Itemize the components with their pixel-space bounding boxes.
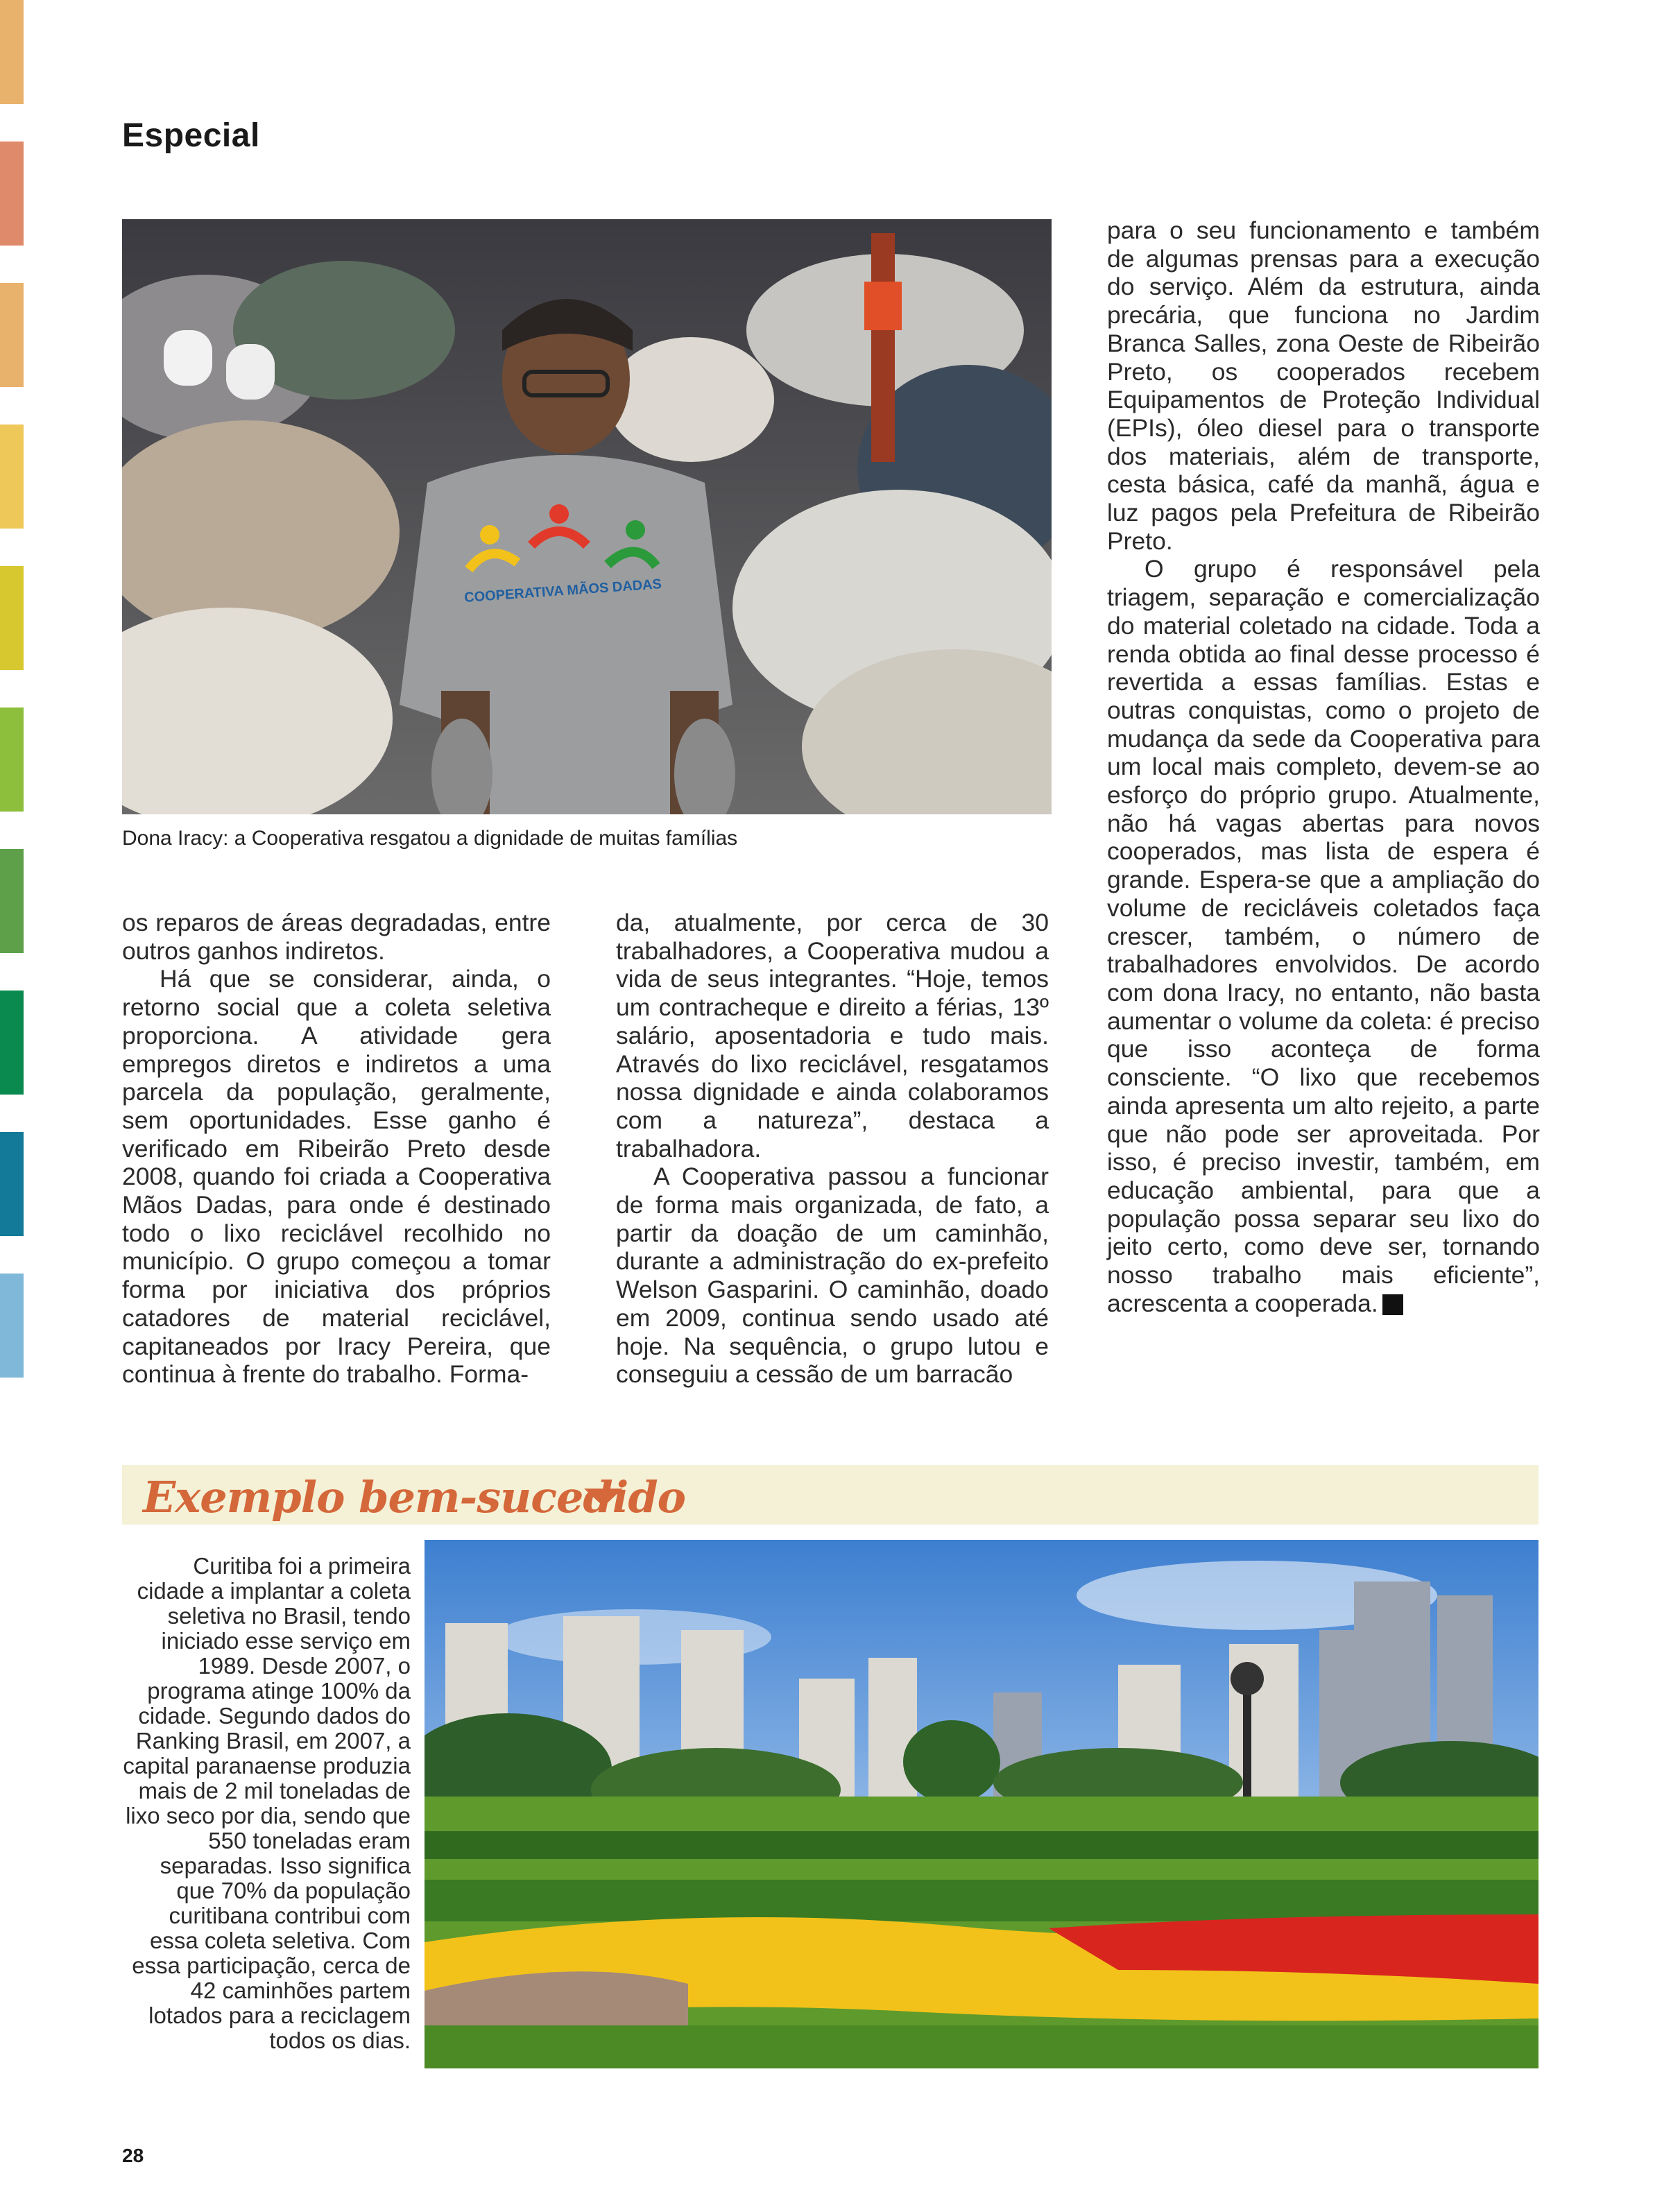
page-number: 28 [122, 2145, 144, 2166]
box-text: Curitiba foi a primeira cidade a implantar a coleta seletiva no Brasil, tendo iniciado esse serviço em 1989. Desde 2007, o programa atinge 100% da cidade. Segundo dados do Ranking Brasil, em 2007, a capital paranaense produzia mais de 2 mil toneladas de lixo seco por dia, sendo que 550 toneladas eram separadas. Isso significa que 70% da população curitibana contribui com essa coleta seletiva. Com essa participação, cerca de 42 caminhões partem lotados para a reciclagem todos os dias. [123, 1553, 411, 2053]
article-column-1 [122, 909, 551, 1389]
paragraph: A Cooperativa passou a funcionar de forma mais organizada, de fato, a partir da doação de um caminhão, durante a administração do ex-prefeito Welson Gasparini. O caminhão, doado em 2009, continua sendo usado até hoje. Na sequência, o grupo lutou e conseguiu a cessão de um barracão [616, 1163, 1049, 1389]
side-color-tab [0, 708, 24, 812]
side-color-tab [0, 849, 24, 953]
curitiba-photo [425, 1540, 1538, 2068]
paragraph: da, atualmente, por cerca de 30 trabalhadores, a Cooperativa mudou a vida de seus integrantes. “Hoje, temos um contracheque e direito a férias, 13º salário, aposentadoria e tudo mais. Através do lixo reciclável, resgatamos nossa dignidade e ainda colaboramos com a natureza”, destaca a trabalhadora. [616, 909, 1049, 1163]
article-column-2 [616, 909, 1049, 1389]
side-color-tab [0, 425, 24, 529]
side-color-tab [0, 283, 24, 387]
triangle-down-icon [584, 1489, 623, 1507]
section-label: Especial [122, 117, 260, 154]
side-color-tab [0, 991, 24, 1095]
box-banner [122, 1465, 1538, 1525]
top-photo [122, 219, 1052, 814]
side-color-tab [0, 1132, 24, 1236]
side-color-tab [0, 566, 24, 670]
paragraph: Há que se considerar, ainda, o retorno social que a coleta seletiva proporciona. A atividade gera empregos diretos e indiretos a uma parcela da população, geralmente, sem oportunidades. Esse ganho é verificado em Ribeirão Preto desde 2008, quando foi criada a Cooperativa Mãos Dadas, para onde é destinado todo o lixo reciclável recolhido no município. O grupo começou a tomar forma por iniciativa dos próprios catadores de material reciclável, capitaneados por Iracy Pereira, que continua à frente do trabalho. Forma- [122, 965, 551, 1389]
side-color-tab [0, 1274, 24, 1378]
box-title: Exemplo bem-sucedido [143, 1472, 686, 1523]
end-of-article-icon: r [1382, 1294, 1403, 1315]
side-color-tab [0, 0, 24, 104]
paragraph: para o seu funcionamento e também de algumas prensas para a execução do serviço. Além da estrutura, ainda precária, que funciona no Jardim Branca Salles, zona Oeste de Ribeirão Preto, os cooperados recebem Equipamentos de Proteção Individual (EPIs), óleo diesel para o transporte dos materiais, além de transporte, cesta básica, café da manhã, água e luz pagos pela Prefeitura de Ribeirão Preto. [1107, 216, 1540, 555]
side-color-tab [0, 142, 24, 246]
shirt-logo-text: COOPERATIVA MÃOS DADAS [463, 576, 662, 606]
paragraph: O grupo é responsável pela triagem, separação e comercialização do material coletado na cidade. Toda a renda obtida ao final desse processo é revertida a essas famílias. Estas e outras conquistas, como o projeto de mudança da sede da Cooperativa para um local mais completo, devem-se ao esforço do próprio grupo. Atualmente, não há vagas abertas para novos cooperados, mas lista de espera é grande. Espera-se que a ampliação do volume de recicláveis coletados faça crescer, também, o número de trabalhadores envolvidos. De acordo com dona Iracy, no entanto, não basta aumentar o volume da coleta: é preciso que isso aconteça de forma consciente. “O lixo que recebemos ainda apresenta um alto rejeito, a parte que não pode ser aproveitada. Por isso, é preciso investir, também, em educação ambiental, para que a população possa separar seu lixo do jeito certo, como deve ser, tornando nosso trabalho mais eficiente”, acrescenta a cooperada. [1107, 555, 1540, 1317]
article-column-3 [1107, 216, 1540, 1317]
photo-caption: Dona Iracy: a Cooperativa resgatou a dignidade de muitas famílias [122, 827, 738, 850]
paragraph: os reparos de áreas degradadas, entre outros ganhos indiretos. [122, 909, 551, 965]
